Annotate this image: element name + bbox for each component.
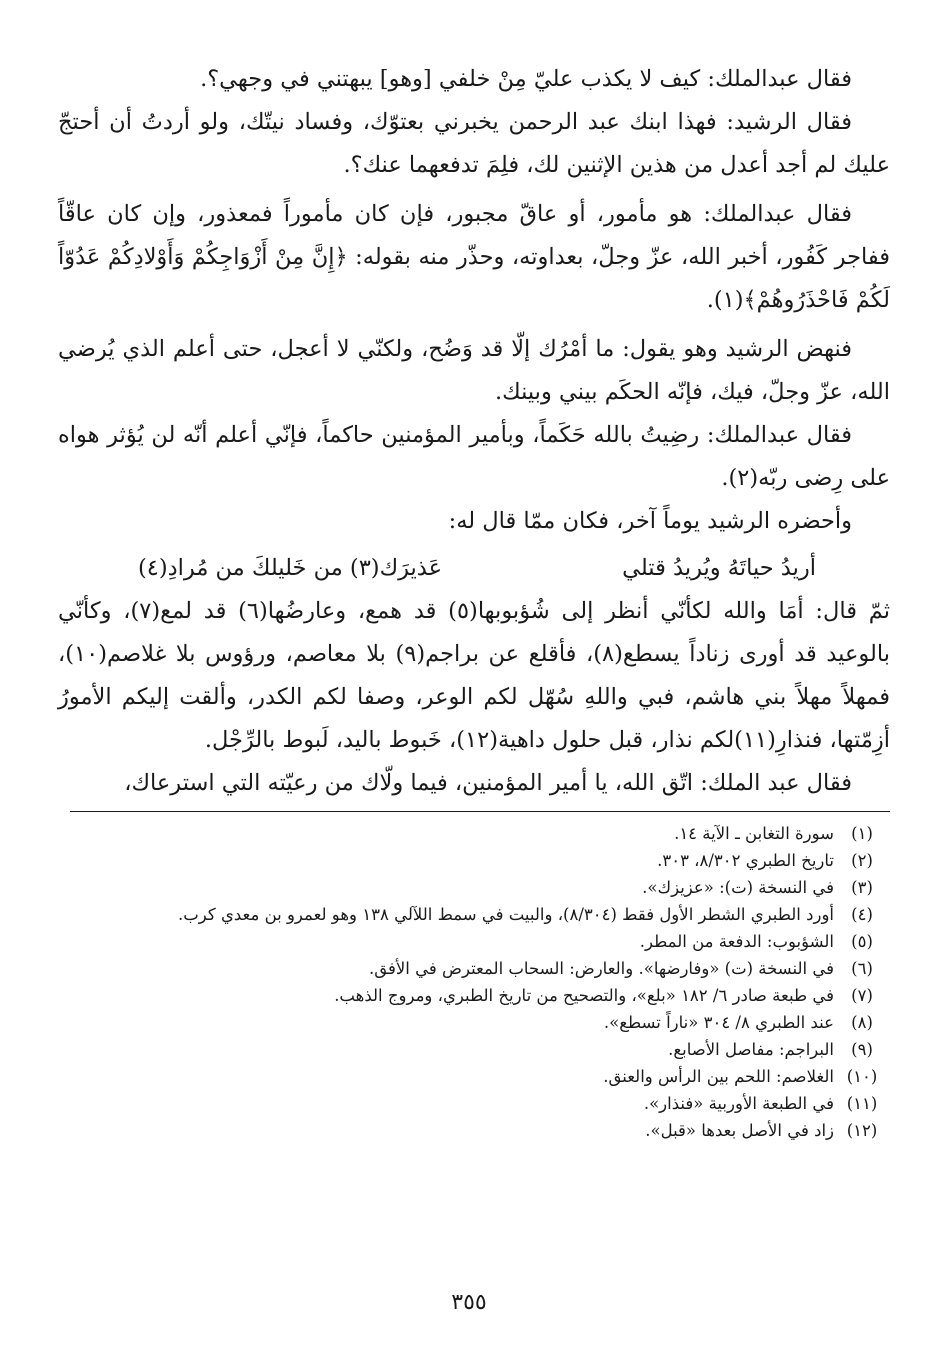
paragraph-1: فقال عبدالملك: كيف لا يكذب عليّ مِنْ خلفي [وهو] يبهتني في وجهي؟.	[200, 66, 852, 92]
paragraph-2: فقال الرشيد: فهذا ابنك عبد الرحمن يخبرني بعتوّك، وفساد نيتّك، ولو أردتُ أن أحتجّ عليك لم أجد أعدل من هذين الإثنين لك، فلِمَ تدفعهما عنك؟.	[58, 109, 890, 178]
paragraph-7: ثمّ قال: أمَا والله لكأنّي أنظر إلى شُؤبوبها(٥) قد همع، وعارضُها(٦) قد لمع(٧)، وكأنّي بالوعيد قد أورى زناداً يسطع(٨)، فأقلع عن براجم(٩) بلا معاصم، ورؤوس بلا غلاصم(١٠)، فمهلاً مهلاً بني هاشم، فبي واللهِ سُهّل لكم الوعر، وصفا لكم الكدر، وألقت إليكم الأمورُ أزِمّتها، فنذارِ(١١)لكم نذار، قبل حلول داهية(١٢)، خَبوط باليد، لَبوط بالرِّجْل.	[58, 598, 890, 753]
footnote-number: (٢)	[851, 851, 873, 870]
footnote	[58, 1117, 890, 1144]
footnote-number: (١٢)	[846, 1121, 878, 1140]
footnote-text: عند الطبري ٨/ ٣٠٤ «ناراً تسطع».	[603, 1013, 834, 1032]
footnote-number: (٧)	[851, 986, 873, 1005]
footnote	[58, 928, 890, 955]
footnote-number: (١)	[851, 824, 873, 843]
paragraph-4: فنهض الرشيد وهو يقول: ما أمْرُك إلّا قد وَضُح، ولكنّي لا أعجل، حتى أعلم الذي يُرضي الله، عزّ وجلّ، فيك، فإنّه الحكَم بيني وبينك.	[58, 336, 890, 405]
poem-verse	[58, 547, 890, 590]
footnote	[58, 901, 890, 928]
poem-second-hemistich: عَذيرَك(٣) من خَليلكَ من مُرادِ(٤)	[138, 555, 443, 581]
footnote-number: (٨)	[851, 1013, 873, 1032]
main-text	[58, 58, 890, 805]
footnote-number: (١١)	[846, 1094, 878, 1113]
footnotes	[58, 820, 890, 1144]
footnote-text: تاريخ الطبري ٨/٣٠٢، ٣٠٣.	[657, 851, 834, 870]
footnote-text: زاد في الأصل بعدها «قبل».	[645, 1121, 834, 1140]
footnote-number: (٣)	[851, 878, 873, 897]
footnote	[58, 1090, 890, 1117]
footnote-number: (٦)	[851, 959, 873, 978]
footnote-number: (١٠)	[846, 1067, 878, 1086]
footnote-text: سورة التغابن ـ الآية ١٤.	[674, 824, 834, 843]
footnote-text: في الطبعة الأوربية «فنذار».	[643, 1094, 834, 1113]
footnote	[58, 847, 890, 874]
footnote-text: في طبعة صادر ٦/ ١٨٢ «بلع»، والتصحيح من تاريخ الطبري، ومروج الذهب.	[334, 986, 834, 1005]
footnote-number: (٥)	[851, 932, 873, 951]
paragraph-6: وأحضره الرشيد يوماً آخر، فكان ممّا قال له:	[448, 508, 852, 534]
paragraph-5: فقال عبدالملك: رضِيتُ بالله حَكَماً، وبأمير المؤمنين حاكماً، فإنّي أعلم أنّه لن يُؤثر هواه على رِضى ربّه(٢).	[58, 422, 890, 491]
footnote-text: أورد الطبري الشطر الأول فقط (٨/٣٠٤)، والبيت في سمط اللآلي ١٣٨ وهو لعمرو بن معدي كرب.	[177, 905, 834, 924]
footnote	[58, 982, 890, 1009]
footnote	[58, 820, 890, 847]
paragraph-8: فقال عبد الملك: اتّق الله، يا أمير المؤمنين، فيما ولّاك من رعيّته التي استرعاك،	[124, 770, 852, 796]
footnote-text: البراجم: مفاصل الأصابع.	[668, 1040, 834, 1059]
footnote	[58, 1009, 890, 1036]
footnote-text: الغلاصم: اللحم بين الرأس والعنق.	[603, 1067, 834, 1086]
page-number: ٣٥٥	[451, 1290, 487, 1315]
footnote	[58, 955, 890, 982]
footnote-text: في النسخة (ت) «وفارضها». والعارض: السحاب المعترض في الأفق.	[369, 959, 834, 978]
footnote-number: (٤)	[851, 905, 873, 924]
footnote-number: (٩)	[851, 1040, 873, 1059]
footnote	[58, 1063, 890, 1090]
footnote	[58, 874, 890, 901]
footnote	[58, 1036, 890, 1063]
footnote-separator	[70, 811, 890, 812]
footnote-text: في النسخة (ت): «عزيزك».	[642, 878, 834, 897]
poem-first-hemistich: أريدُ حياتَهُ ويُريدُ قتلي	[622, 555, 816, 581]
footnote-text: الشؤبوب: الدفعة من المطر.	[639, 932, 834, 951]
paragraph-3: فقال عبدالملك: هو مأمور، أو عاقّ مجبور، فإن كان مأموراً فمعذور، وإن كان عاقّاً ففاجر كَفُور، أخبر الله، عزّ وجلّ، بعداوته، وحذّر منه بقوله: ﴿إِنَّ مِنْ أَزْوَاجِكُمْ وَأَوْلادِكُمْ عَدُوّاً لَكُمْ فَاحْذَرُوهُمْ﴾(١).	[58, 201, 890, 313]
